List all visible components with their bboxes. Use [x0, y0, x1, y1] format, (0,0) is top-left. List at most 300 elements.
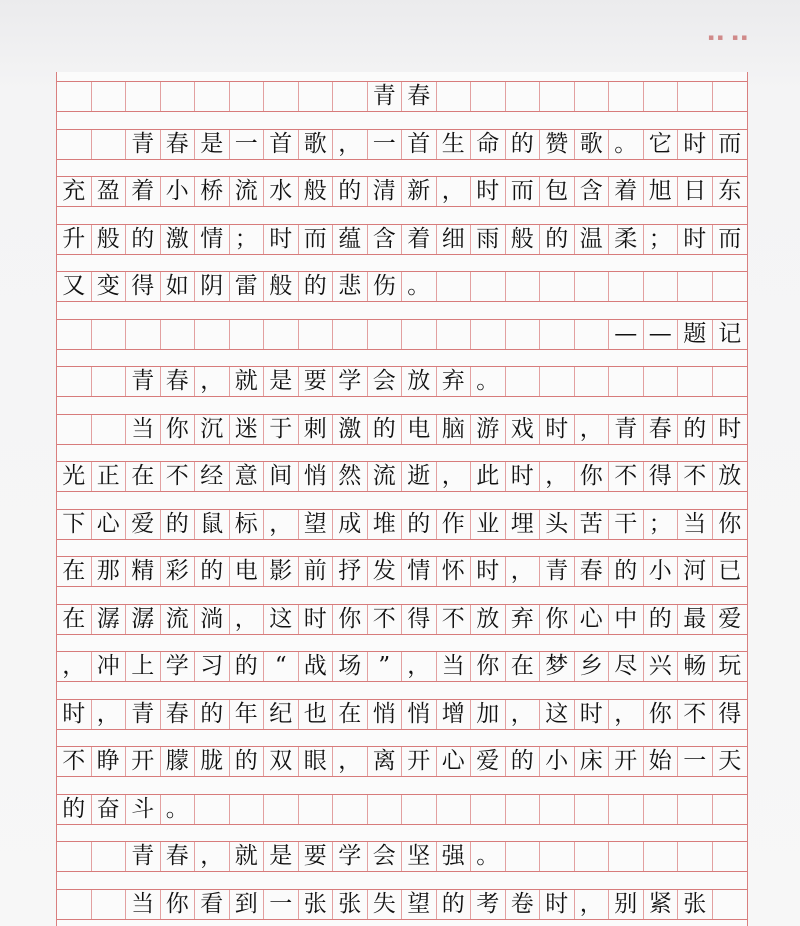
- character-cell: 你: [333, 605, 368, 634]
- character-cell: 爱: [471, 747, 506, 776]
- essay-line-row: [57, 841, 747, 872]
- character-cell: 学: [333, 842, 368, 871]
- character-cell: 的: [506, 747, 541, 776]
- character-cell: 不: [57, 747, 92, 776]
- empty-cell: [333, 795, 368, 824]
- essay-line-row: [57, 176, 747, 207]
- character-cell: ，: [92, 700, 127, 729]
- character-cell: 温: [575, 225, 610, 254]
- essay-line-row: [57, 651, 747, 682]
- character-cell: 的: [195, 557, 230, 586]
- character-cell: 增: [437, 700, 472, 729]
- character-cell: 着: [126, 177, 161, 206]
- character-cell: 细: [437, 225, 472, 254]
- character-cell: ，: [506, 700, 541, 729]
- character-cell: 着: [402, 225, 437, 254]
- character-cell: 彩: [161, 557, 196, 586]
- character-cell: ；: [644, 510, 679, 539]
- empty-cell: [713, 367, 748, 396]
- character-cell: 堆: [368, 510, 403, 539]
- character-cell: 中: [609, 605, 644, 634]
- empty-cell: [540, 320, 575, 349]
- character-cell: 学: [333, 367, 368, 396]
- character-cell: 流: [368, 462, 403, 491]
- character-cell: 。: [161, 795, 196, 824]
- essay-line-row: [57, 699, 747, 730]
- character-cell: 它: [644, 130, 679, 159]
- character-cell: 东: [718, 178, 742, 204]
- empty-cell: [713, 272, 748, 301]
- character-cell: 望: [402, 890, 437, 919]
- character-cell: 而: [718, 225, 742, 252]
- character-cell: 着: [609, 177, 644, 206]
- character-cell: 此: [471, 462, 506, 491]
- character-cell: ，: [609, 700, 644, 729]
- character-cell: 会: [368, 842, 403, 871]
- composition-grid-paper: [56, 72, 748, 926]
- character-cell: 时: [299, 605, 334, 634]
- character-cell: ，: [437, 462, 472, 491]
- character-cell: 意: [230, 462, 265, 491]
- character-cell: 戏: [506, 415, 541, 444]
- character-cell: 春: [161, 842, 196, 871]
- character-cell: 在: [57, 557, 92, 586]
- empty-cell: [437, 795, 472, 824]
- character-cell: 你: [161, 890, 196, 919]
- character-cell: 尽: [609, 652, 644, 681]
- character-cell: 你: [644, 700, 679, 729]
- character-cell: 你: [575, 462, 610, 491]
- character-cell: 最: [678, 605, 713, 634]
- essay-line-row: [57, 224, 747, 255]
- empty-cell: [402, 795, 437, 824]
- character-cell: ，: [575, 415, 610, 444]
- character-cell: 当: [126, 890, 161, 919]
- character-cell: 会: [368, 367, 403, 396]
- empty-cell: [713, 795, 748, 824]
- empty-cell: [92, 367, 127, 396]
- character-cell: 抒: [333, 557, 368, 586]
- character-cell: 要: [299, 842, 334, 871]
- character-cell: 这: [264, 605, 299, 634]
- character-cell: 春: [644, 415, 679, 444]
- character-cell: 成: [333, 510, 368, 539]
- character-cell: 春: [575, 557, 610, 586]
- empty-cell: [92, 415, 127, 444]
- empty-cell: [126, 320, 161, 349]
- character-cell: 加: [471, 700, 506, 729]
- character-cell: 床: [575, 747, 610, 776]
- character-cell: 干: [609, 510, 644, 539]
- empty-cell: [333, 82, 368, 111]
- character-cell: 放: [718, 463, 742, 489]
- character-cell: 春: [161, 367, 196, 396]
- character-cell: 悄: [368, 700, 403, 729]
- character-cell: 青: [126, 130, 161, 159]
- character-cell: 就: [230, 842, 265, 871]
- empty-cell: [575, 842, 610, 871]
- character-cell: 习: [195, 652, 230, 681]
- empty-cell: [506, 367, 541, 396]
- essay-line-row: [57, 889, 747, 920]
- empty-cell: [575, 367, 610, 396]
- empty-cell: [575, 272, 610, 301]
- character-cell: 畅: [678, 652, 713, 681]
- character-cell: 到: [230, 890, 265, 919]
- character-cell: 时: [678, 225, 713, 254]
- character-cell: 记: [718, 320, 742, 347]
- character-cell: ，: [264, 510, 299, 539]
- character-cell: 标: [230, 510, 265, 539]
- essay-line-row: [57, 746, 747, 777]
- character-cell: ，: [506, 557, 541, 586]
- character-cell: 青: [126, 842, 161, 871]
- character-cell: 激: [161, 225, 196, 254]
- character-cell: 影: [264, 557, 299, 586]
- character-cell: 不: [437, 605, 472, 634]
- empty-cell: [57, 842, 92, 871]
- character-cell: 首: [402, 130, 437, 159]
- character-cell: 紧: [644, 890, 679, 919]
- character-cell: 那: [92, 557, 127, 586]
- character-cell: 玩: [718, 653, 742, 679]
- empty-cell: [92, 82, 127, 111]
- empty-cell: [264, 82, 299, 111]
- empty-cell: [540, 272, 575, 301]
- empty-cell: [644, 272, 679, 301]
- character-cell: 纪: [264, 700, 299, 729]
- character-cell: 心: [575, 605, 610, 634]
- character-cell: 学: [161, 652, 196, 681]
- empty-cell: [161, 82, 196, 111]
- character-cell: 心: [437, 747, 472, 776]
- character-cell: 的: [368, 415, 403, 444]
- character-cell: 游: [471, 415, 506, 444]
- character-cell: 望: [299, 510, 334, 539]
- essay-line-row: [57, 271, 747, 302]
- character-cell: 梦: [540, 652, 575, 681]
- character-cell: 青: [540, 557, 575, 586]
- character-cell: 爱: [718, 605, 742, 632]
- character-cell: 就: [230, 367, 265, 396]
- empty-cell: [126, 82, 161, 111]
- empty-cell: [195, 320, 230, 349]
- essay-line-row: [57, 556, 747, 587]
- empty-cell: [57, 890, 92, 919]
- character-cell: 张: [333, 890, 368, 919]
- character-cell: 青: [126, 367, 161, 396]
- character-cell: 得: [402, 605, 437, 634]
- character-cell: ，: [230, 605, 265, 634]
- character-cell: 伤: [368, 272, 403, 301]
- character-cell: 开: [609, 747, 644, 776]
- character-cell: 的: [540, 225, 575, 254]
- character-cell: 电: [402, 415, 437, 444]
- character-cell: 一: [230, 130, 265, 159]
- character-cell: 雷: [230, 272, 265, 301]
- character-cell: 春: [402, 82, 437, 111]
- character-cell: 时: [471, 177, 506, 206]
- character-cell: 如: [161, 272, 196, 301]
- character-cell: 歌: [299, 130, 334, 159]
- character-cell: 不: [161, 462, 196, 491]
- empty-cell: [506, 272, 541, 301]
- character-cell: 是: [264, 842, 299, 871]
- empty-cell: [506, 82, 541, 111]
- character-cell: ，: [195, 842, 230, 871]
- character-cell: 下: [57, 510, 92, 539]
- corner-mark: ▪▪ ▪▪: [708, 33, 751, 43]
- character-cell: 前: [299, 557, 334, 586]
- empty-cell: [644, 82, 679, 111]
- character-cell: 是: [195, 130, 230, 159]
- character-cell: 春: [161, 130, 196, 159]
- character-cell: 时: [506, 462, 541, 491]
- empty-cell: [92, 130, 127, 159]
- character-cell: 得: [644, 462, 679, 491]
- empty-cell: [299, 320, 334, 349]
- character-cell: 始: [644, 747, 679, 776]
- essay-line-row: [57, 129, 747, 160]
- character-cell: ，: [437, 177, 472, 206]
- character-cell: 刺: [299, 415, 334, 444]
- character-cell: 奋: [92, 795, 127, 824]
- empty-cell: [540, 367, 575, 396]
- character-cell: 场: [333, 652, 368, 681]
- character-cell: 青: [368, 82, 403, 111]
- character-cell: 这: [540, 700, 575, 729]
- character-cell: 歌: [575, 130, 610, 159]
- character-cell: 的: [57, 795, 92, 824]
- character-cell: 雨: [471, 225, 506, 254]
- character-cell: ，: [333, 130, 368, 159]
- character-cell: 战: [299, 652, 334, 681]
- character-cell: 失: [368, 890, 403, 919]
- character-cell: 时: [471, 557, 506, 586]
- character-cell: 小: [161, 177, 196, 206]
- character-cell: 迷: [230, 415, 265, 444]
- character-cell: 脑: [437, 415, 472, 444]
- character-cell: 升: [57, 225, 92, 254]
- empty-cell: [437, 320, 472, 349]
- character-cell: 当: [437, 652, 472, 681]
- character-cell: 怀: [437, 557, 472, 586]
- character-cell: 含: [368, 225, 403, 254]
- empty-cell: [678, 842, 713, 871]
- empty-cell: [195, 795, 230, 824]
- empty-cell: [57, 320, 92, 349]
- empty-cell: [333, 320, 368, 349]
- empty-cell: [368, 795, 403, 824]
- empty-cell: [575, 320, 610, 349]
- character-cell: 朦: [161, 747, 196, 776]
- character-cell: 不: [368, 605, 403, 634]
- character-cell: 你: [161, 415, 196, 444]
- character-cell: 在: [57, 605, 92, 634]
- character-cell: 经: [195, 462, 230, 491]
- character-cell: 弃: [506, 605, 541, 634]
- character-cell: 心: [92, 510, 127, 539]
- character-cell: 别: [609, 890, 644, 919]
- essay-line-row: [57, 604, 747, 635]
- character-cell: 。: [471, 842, 506, 871]
- character-cell: 间: [264, 462, 299, 491]
- character-cell: 的: [678, 415, 713, 444]
- character-cell: 年: [230, 700, 265, 729]
- empty-cell: [644, 842, 679, 871]
- empty-cell: [264, 795, 299, 824]
- character-cell: 睁: [92, 747, 127, 776]
- character-cell: 放: [402, 367, 437, 396]
- character-cell: 时: [678, 130, 713, 159]
- character-cell: 已: [718, 558, 742, 584]
- character-cell: 开: [402, 747, 437, 776]
- character-cell: 乡: [575, 652, 610, 681]
- character-cell: 精: [126, 557, 161, 586]
- character-cell: 而: [506, 177, 541, 206]
- character-cell: 卷: [506, 890, 541, 919]
- character-cell: 悄: [299, 462, 334, 491]
- character-cell: 的: [126, 225, 161, 254]
- empty-cell: [230, 795, 265, 824]
- character-cell: 青: [609, 415, 644, 444]
- character-cell: 你: [540, 605, 575, 634]
- empty-cell: [575, 82, 610, 111]
- character-cell: 般: [299, 177, 334, 206]
- empty-cell: [540, 795, 575, 824]
- empty-cell: [575, 795, 610, 824]
- empty-cell: [609, 795, 644, 824]
- empty-cell: [506, 842, 541, 871]
- character-cell: 般: [264, 272, 299, 301]
- empty-cell: [57, 82, 92, 111]
- character-cell: 流: [161, 605, 196, 634]
- character-cell: 时: [540, 415, 575, 444]
- empty-cell: [471, 795, 506, 824]
- title-row: [57, 81, 747, 112]
- character-cell: 爱: [126, 510, 161, 539]
- essay-line-row: [57, 414, 747, 445]
- character-cell: 包: [540, 177, 575, 206]
- empty-cell: [57, 415, 92, 444]
- character-cell: 蕴: [333, 225, 368, 254]
- character-cell: 在: [126, 462, 161, 491]
- character-cell: 旭: [644, 177, 679, 206]
- empty-cell: [540, 842, 575, 871]
- character-cell: 在: [506, 652, 541, 681]
- essay-line-row: [57, 366, 747, 397]
- character-cell: 于: [264, 415, 299, 444]
- character-cell: 开: [126, 747, 161, 776]
- empty-cell: [299, 795, 334, 824]
- character-cell: 淌: [195, 605, 230, 634]
- character-cell: ，: [575, 890, 610, 919]
- character-cell: 也: [299, 700, 334, 729]
- character-cell: 兴: [644, 652, 679, 681]
- empty-cell: [471, 82, 506, 111]
- character-cell: 而: [718, 130, 742, 157]
- character-cell: 一: [264, 890, 299, 919]
- character-cell: 张: [678, 890, 713, 919]
- character-cell: 作: [437, 510, 472, 539]
- character-cell: 阴: [195, 272, 230, 301]
- empty-cell: [368, 320, 403, 349]
- character-cell: 强: [437, 842, 472, 871]
- empty-cell: [644, 367, 679, 396]
- character-cell: 沉: [195, 415, 230, 444]
- empty-cell: [92, 842, 127, 871]
- essay-line-row: [57, 794, 747, 825]
- empty-cell: [678, 795, 713, 824]
- character-cell: 天: [718, 748, 742, 774]
- character-cell: 然: [333, 462, 368, 491]
- character-cell: 在: [333, 700, 368, 729]
- character-cell: 河: [678, 557, 713, 586]
- character-cell: 日: [678, 177, 713, 206]
- empty-cell: [678, 272, 713, 301]
- character-cell: 考: [471, 890, 506, 919]
- character-cell: 潺: [126, 605, 161, 634]
- character-cell: 首: [264, 130, 299, 159]
- character-cell: 埋: [506, 510, 541, 539]
- character-cell: 当: [678, 510, 713, 539]
- character-cell: 一: [678, 747, 713, 776]
- character-cell: ”: [368, 652, 403, 681]
- character-cell: 时: [264, 225, 299, 254]
- character-cell: 逝: [402, 462, 437, 491]
- character-cell: 激: [333, 415, 368, 444]
- character-cell: “: [264, 652, 299, 681]
- character-cell: 正: [92, 462, 127, 491]
- character-cell: 时: [575, 700, 610, 729]
- character-cell: ，: [402, 652, 437, 681]
- empty-cell: [609, 367, 644, 396]
- character-cell: 变: [92, 272, 127, 301]
- character-cell: ，: [540, 462, 575, 491]
- character-cell: 张: [299, 890, 334, 919]
- essay-line-row: [57, 509, 747, 540]
- character-cell: 潺: [92, 605, 127, 634]
- empty-cell: [195, 82, 230, 111]
- character-cell: 得: [126, 272, 161, 301]
- character-cell: 悄: [402, 700, 437, 729]
- character-cell: 小: [644, 557, 679, 586]
- empty-cell: [471, 320, 506, 349]
- character-cell: 题: [678, 320, 713, 349]
- character-cell: 你: [471, 652, 506, 681]
- empty-cell: [299, 82, 334, 111]
- empty-cell: [92, 320, 127, 349]
- character-cell: 离: [368, 747, 403, 776]
- empty-cell: [264, 320, 299, 349]
- character-cell: 头: [540, 510, 575, 539]
- character-cell: 。: [609, 130, 644, 159]
- character-cell: 苦: [575, 510, 610, 539]
- character-cell: 柔: [609, 225, 644, 254]
- character-cell: 鼠: [195, 510, 230, 539]
- empty-cell: [230, 320, 265, 349]
- character-cell: 而: [299, 225, 334, 254]
- character-cell: 你: [718, 510, 742, 537]
- character-cell: 新: [402, 177, 437, 206]
- character-cell: 放: [471, 605, 506, 634]
- character-cell: 时: [540, 890, 575, 919]
- empty-cell: [230, 82, 265, 111]
- character-cell: 不: [678, 700, 713, 729]
- empty-cell: [678, 367, 713, 396]
- character-cell: 光: [57, 462, 92, 491]
- character-cell: —: [609, 320, 644, 349]
